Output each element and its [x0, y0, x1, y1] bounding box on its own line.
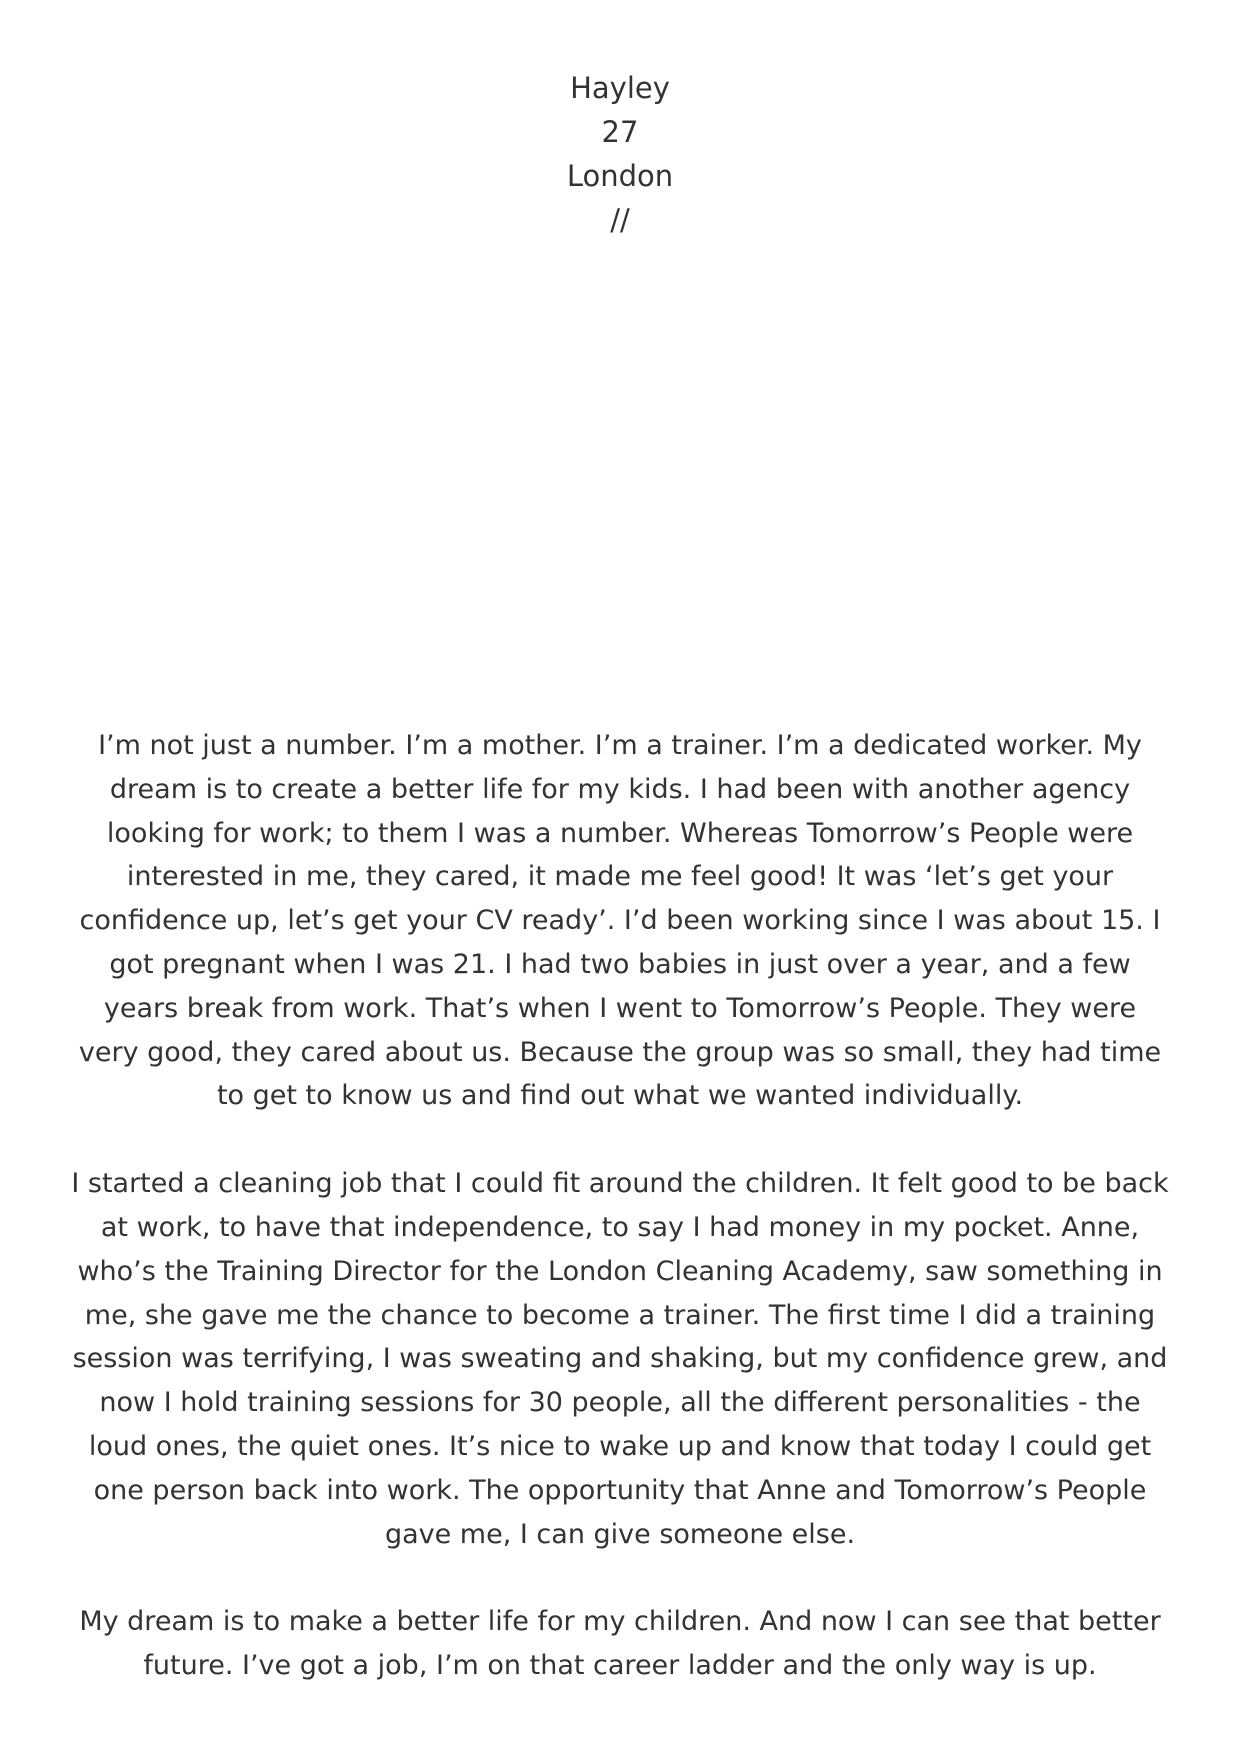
story-paragraph-2: I started a cleaning job that I could fit around the children. It felt good to be back at work, to have that independence, to say I had money in my pocket. Anne, who’s the Training Director for the London Cleaning Academy, saw something in me, she gave me the chance to become a trainer. The first time I did a training session was terrifying, I was sweating and shaking, but my confidence grew, and now I hold training sessions for 30 people, all the different personalities - the loud ones, the quiet ones. It’s nice to wake up and know that today I could get one person back into work. The opportunity that Anne and Tomorrow’s People gave me, I can give someone else. [71, 1168, 1169, 1550]
story-paragraph-3: My dream is to make a better life for my children. And now I can see that better future. I’ve got a job, I’m on that career ladder and the only way is up. [79, 1606, 1161, 1682]
person-age: 27 [601, 115, 639, 149]
story-paragraph-1: I’m not just a number. I’m a mother. I’m a trainer. I’m a dedicated worker. My dream is to create a better life for my kids. I had been with another agency looking for work; to them I was a number. Whereas Tomorrow’s People were interested in me, they cared, it made me feel good! It was ‘let’s get your confidence up, let’s get your CV ready’. I’d been working since I was about 15. I got pregnant when I was 21. I had two babies in just over a year, and a few years break from work. That’s when I went to Tomorrow’s People. They were very good, they cared about us. Because the group was so small, they had time to get to know us and find out what we wanted individually. [78, 730, 1162, 1112]
person-city: London [566, 159, 674, 193]
header-divider: // [610, 203, 630, 237]
profile-header [0, 66, 1240, 242]
story-body [70, 724, 1170, 1688]
person-name: Hayley [570, 71, 670, 105]
